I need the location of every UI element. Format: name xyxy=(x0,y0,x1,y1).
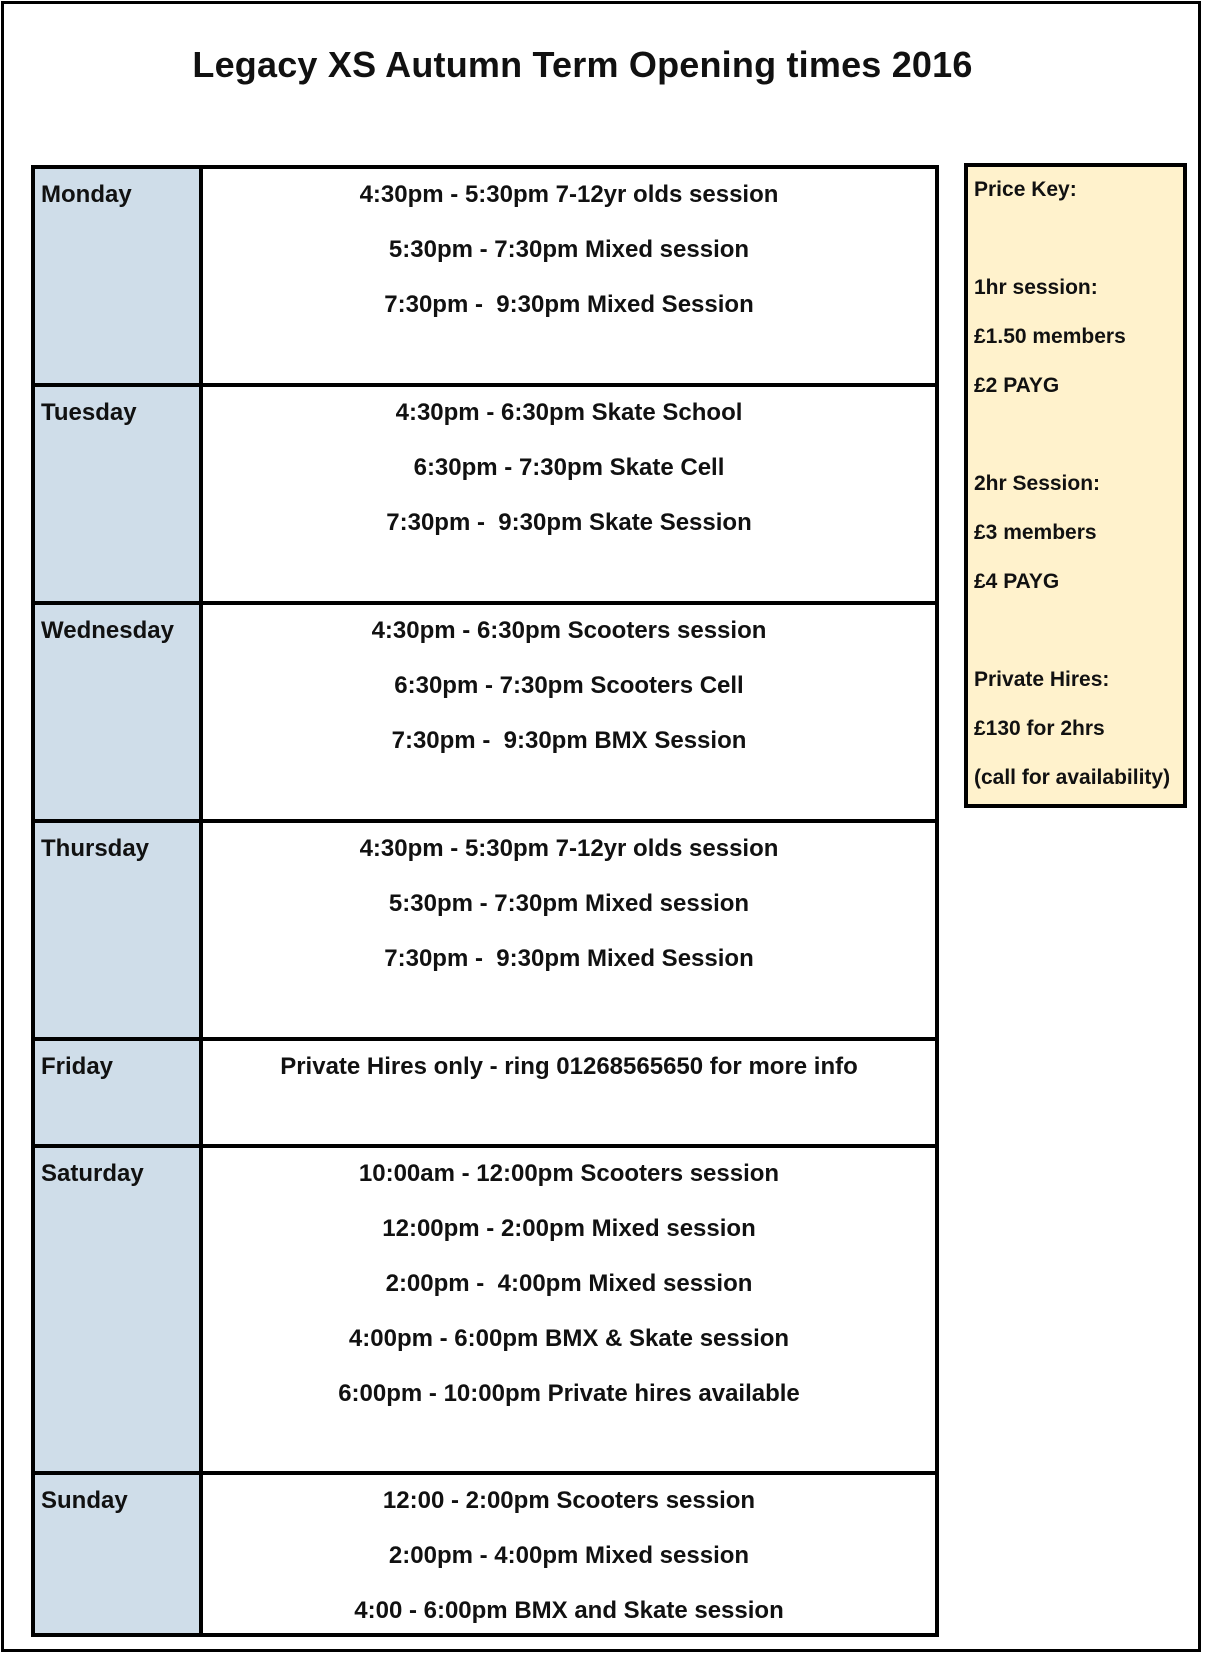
session-item: 7:30pm - 9:30pm Mixed Session xyxy=(384,945,754,972)
session-list-saturday xyxy=(203,1148,935,1471)
session-list-wednesday xyxy=(203,605,935,819)
schedule-row-thursday xyxy=(35,823,935,1041)
session-item: 10:00am - 12:00pm Scooters session xyxy=(358,1160,780,1187)
session-item: 7:30pm - 9:30pm Mixed Session xyxy=(384,291,754,318)
price-key-spacer xyxy=(974,226,1183,275)
session-item: 4:00 - 6:00pm BMX and Skate session xyxy=(354,1597,784,1624)
price-key-1hr-label: 1hr session: xyxy=(974,276,1098,299)
price-key-spacer xyxy=(974,422,1183,471)
price-key-2hr-members: £3 members xyxy=(974,521,1097,544)
schedule-row-sunday xyxy=(35,1475,935,1637)
session-list-monday xyxy=(203,169,935,383)
schedule-table xyxy=(31,165,939,1637)
price-key-panel xyxy=(964,163,1187,808)
session-item: 12:00 - 2:00pm Scooters session xyxy=(382,1487,756,1514)
session-item: 12:00pm - 2:00pm Mixed session xyxy=(382,1215,756,1242)
session-item: 6:30pm - 7:30pm Scooters Cell xyxy=(394,672,744,699)
price-key-spacer xyxy=(974,618,1183,667)
price-key-heading: Price Key: xyxy=(974,178,1077,201)
price-key-private-price: £130 for 2hrs xyxy=(974,717,1105,740)
session-item: 4:30pm - 6:30pm Scooters session xyxy=(371,617,767,644)
session-item: 6:30pm - 7:30pm Skate Cell xyxy=(413,454,725,481)
session-item: 5:30pm - 7:30pm Mixed session xyxy=(388,236,750,263)
session-list-sunday xyxy=(203,1475,935,1633)
day-label-saturday: Saturday xyxy=(35,1148,203,1471)
price-key-1hr-members: £1.50 members xyxy=(974,325,1126,348)
session-list-thursday xyxy=(203,823,935,1037)
session-item: 7:30pm - 9:30pm BMX Session xyxy=(391,727,747,754)
session-item: 6:00pm - 10:00pm Private hires available xyxy=(338,1380,800,1407)
day-label-monday: Monday xyxy=(35,169,203,383)
session-item: Private Hires only - ring 01268565650 for more info xyxy=(280,1053,858,1080)
day-label-thursday: Thursday xyxy=(35,823,203,1037)
price-key-1hr-payg: £2 PAYG xyxy=(974,374,1060,397)
price-key-private-label: Private Hires: xyxy=(974,668,1110,691)
price-key-2hr-label: 2hr Session: xyxy=(974,472,1101,495)
price-key-2hr-payg: £4 PAYG xyxy=(974,570,1060,593)
price-key-private-note: (call for availability) xyxy=(974,766,1171,789)
day-label-friday: Friday xyxy=(35,1041,203,1144)
day-label-sunday: Sunday xyxy=(35,1475,203,1633)
session-item: 4:30pm - 5:30pm 7-12yr olds session xyxy=(359,181,779,208)
session-item: 4:30pm - 5:30pm 7-12yr olds session xyxy=(359,835,779,862)
day-label-tuesday: Tuesday xyxy=(35,387,203,601)
session-item: 2:00pm - 4:00pm Mixed session xyxy=(385,1270,753,1297)
session-list-friday xyxy=(203,1041,935,1144)
day-label-wednesday: Wednesday xyxy=(35,605,203,819)
schedule-row-saturday xyxy=(35,1148,935,1475)
schedule-row-friday xyxy=(35,1041,935,1148)
session-item: 5:30pm - 7:30pm Mixed session xyxy=(388,890,750,917)
session-item: 4:30pm - 6:30pm Skate School xyxy=(395,399,743,426)
session-item: 2:00pm - 4:00pm Mixed session xyxy=(388,1542,750,1569)
session-list-tuesday xyxy=(203,387,935,601)
schedule-row-monday xyxy=(35,169,935,387)
schedule-row-tuesday xyxy=(35,387,935,605)
page-title: Legacy XS Autumn Term Opening times 2016 xyxy=(192,44,973,85)
schedule-row-wednesday xyxy=(35,605,935,823)
session-item: 4:00pm - 6:00pm BMX & Skate session xyxy=(348,1325,790,1352)
session-item: 7:30pm - 9:30pm Skate Session xyxy=(386,509,752,536)
